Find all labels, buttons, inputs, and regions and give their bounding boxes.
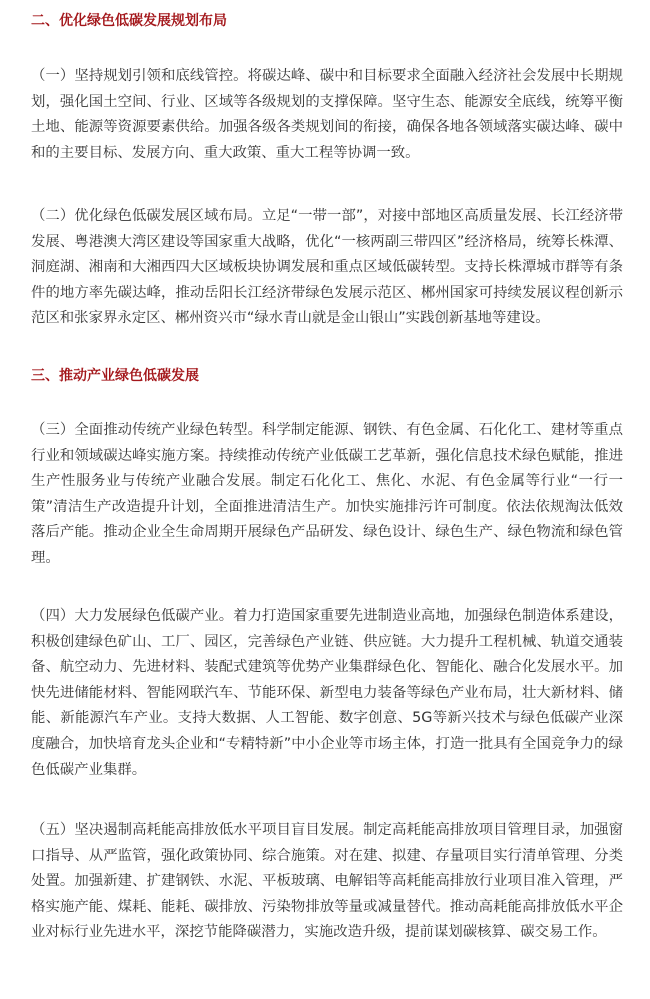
paragraph-2: （二）优化绿色低碳发展区域布局。立足“一带一部”，对接中部地区高质量发展、长江经济带发展、粤港澳大湾区建设等国家重大战略，优化“一核两副三带四区”经济格局，统筹长株潭、洞庭湖、湘南和大湘西四大区域板块协调发展和重点区域低碳转型。支持长株潭城市群等有条件的地方率先碳达峰，推动岳阳长江经济带绿色发展示范区、郴州国家可持续发展议程创新示范区和张家界永定区、郴州资兴市“绿水青山就是金山银山”实践创新基地等建设。 <box>31 208 623 327</box>
paragraph-4: （四）大力发展绿色低碳产业。着力打造国家重要先进制造业高地，加强绿色制造体系建设，积极创建绿色矿山、工厂、园区，完善绿色产业链、供应链。大力提升工程机械、轨道交通装备、航空动力、先进材料、装配式建筑等优势产业集群绿色化、智能化、融合化发展水平。加快先进储能材料、智能网联汽车、节能环保、新型电力装备等绿色产业布局，壮大新材料、储能、新能源汽车产业。支持大数据、人工智能、数字创意、5G等新兴技术与绿色低碳产业深度融合，加快培育龙头企业和“专精特新”中小企业等市场主体，打造一批具有全国竞争力的绿色低碳产业集群。 <box>31 608 623 778</box>
paragraph-3: （三）全面推动传统产业绿色转型。科学制定能源、钢铁、有色金属、石化化工、建材等重点行业和领域碳达峰实施方案。持续推动传统产业低碳工艺革新，强化信息技术绿色赋能，推进生产性服务业与传统产业融合发展。制定石化化工、焦化、水泥、有色金属等行业“一行一策”清洁生产改造提升计划，全面推进清洁生产。加快实施排污许可制度。依法依规淘汰低效落后产能。推动企业全生命周期开展绿色产品研发、绿色设计、绿色生产、绿色物流和绿色管理。 <box>31 422 623 566</box>
paragraph-1: （一）坚持规划引领和底线管控。将碳达峰、碳中和目标要求全面融入经济社会发展中长期规划，强化国土空间、行业、区域等各级规划的支撑保障。坚守生态、能源安全底线，统筹平衡土地、能源等资源要素供给。加强各级各类规划间的衔接，确保各地各领域落实碳达峰、碳中和的主要目标、发展方向、重大政策、重大工程等协调一致。 <box>31 68 623 161</box>
paragraph-5: （五）坚决遏制高耗能高排放低水平项目盲目发展。制定高耗能高排放项目管理目录，加强窗口指导、从严监管，强化政策协同、综合施策。对在建、拟建、存量项目实行清单管理、分类处置。加强新建、扩建钢铁、水泥、平板玻璃、电解铝等高耗能高排放行业项目准入管理，严格实施产能、煤耗、能耗、碳排放、污染物排放等量或减量替代。推动高耗能高排放低水平企业对标行业先进水平，深挖节能降碳潜力，实施改造升级，提前谋划碳核算、碳交易工作。 <box>31 822 623 941</box>
section-heading-2: 二、优化绿色低碳发展规划布局 <box>31 13 227 29</box>
section-heading-3: 三、推动产业绿色低碳发展 <box>31 368 199 384</box>
